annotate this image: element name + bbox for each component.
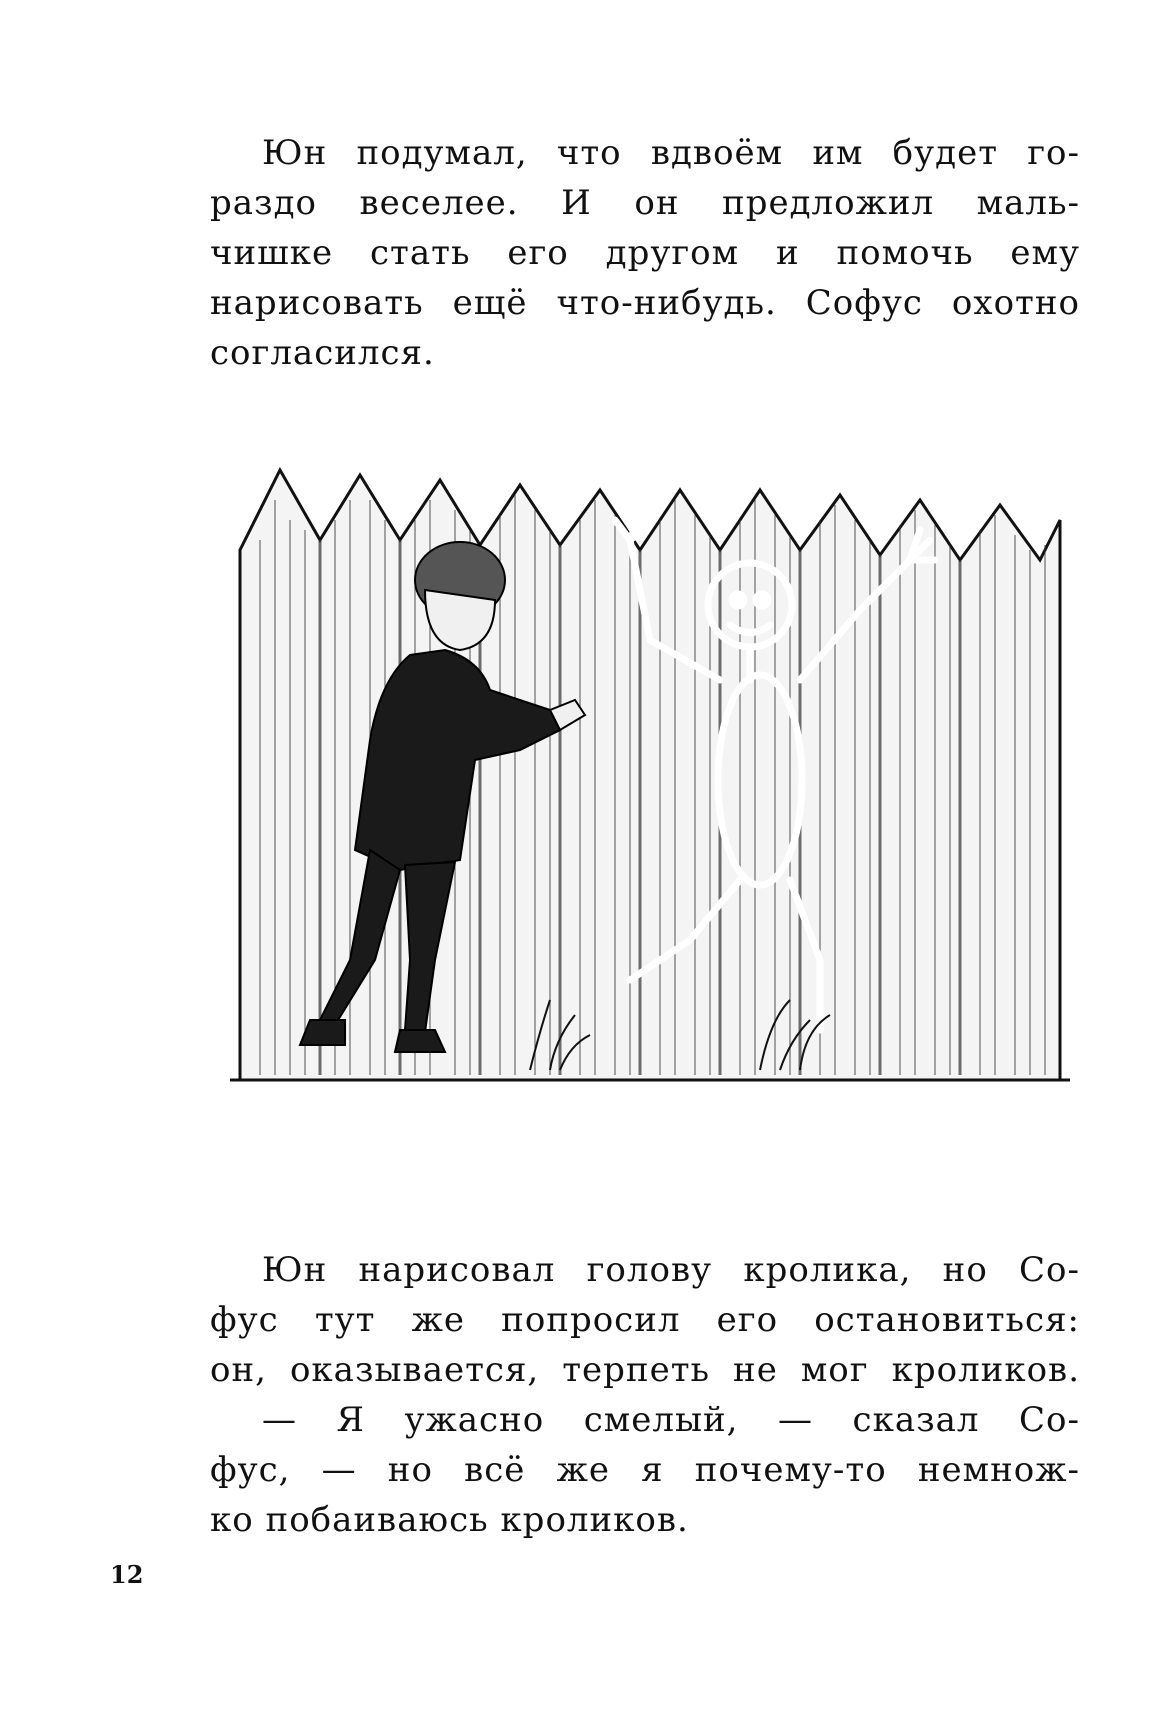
paragraph-1-line: раздо веселее. И он предложил маль- (210, 183, 1080, 223)
paragraph-2-line: фус тут же попросил его остановиться: (210, 1300, 1080, 1340)
paragraph-2-line: фус, — но всё же я почему-то немнож- (210, 1450, 1080, 1490)
paragraph-1-line: чишке стать его другом и помочь ему (210, 233, 1080, 273)
page-number: 12 (110, 1560, 144, 1589)
paragraph-2-line: — Я ужасно смелый, — сказал Со- (262, 1400, 1080, 1440)
paragraph-1-line: согласился. (210, 333, 435, 373)
paragraph-2-line: Юн нарисовал голову кролика, но Со- (262, 1250, 1080, 1290)
paragraph-2-line: он, оказывается, терпеть не мог кроликов. (210, 1350, 1080, 1390)
paragraph-2-line: ко побаиваюсь кроликов. (210, 1500, 689, 1540)
paragraph-1 (210, 128, 1080, 378)
paragraph-1-line: Юн подумал, что вдвоём им будет го- (262, 133, 1080, 173)
fence-illustration (230, 460, 1070, 1160)
paragraph-2 (210, 1245, 1080, 1545)
paragraph-1-line: нарисовать ещё что-нибудь. Софус охотно (210, 283, 1080, 323)
